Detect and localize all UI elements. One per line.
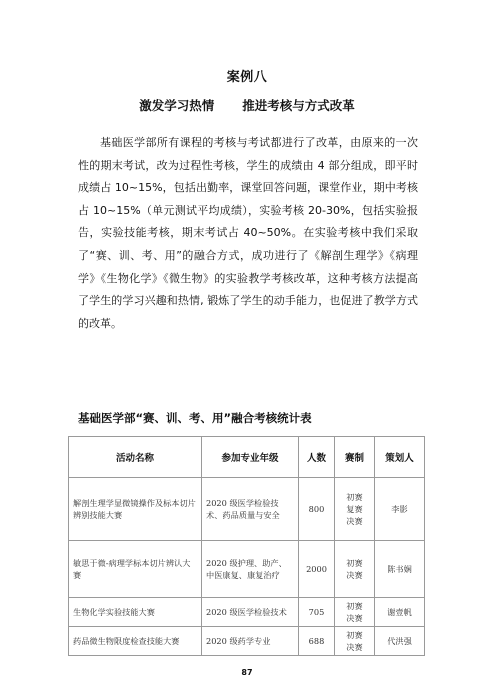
cell-count: 800	[299, 478, 335, 541]
cell-activity: 生物化学实验技能大赛	[69, 598, 202, 627]
schedule-stage: 决赛	[346, 613, 363, 623]
assessment-table	[68, 436, 425, 656]
schedule-stage: 决赛	[346, 642, 363, 652]
schedule-stage: 初赛	[346, 492, 363, 502]
header-schedule: 赛制	[335, 437, 375, 478]
cell-major: 2020 级药学专业	[202, 627, 299, 656]
table-row	[69, 478, 425, 541]
subtitle	[0, 96, 494, 114]
schedule-stage: 初赛	[346, 601, 363, 611]
schedule-stage: 复赛	[346, 504, 363, 514]
cell-schedule	[335, 627, 375, 656]
table-row	[69, 627, 425, 656]
case-title: 案例八	[226, 70, 268, 85]
header-count: 人数	[299, 437, 335, 478]
cell-major: 2020 级医学检验技术	[202, 598, 299, 627]
table-header-row	[69, 437, 425, 478]
schedule-stage: 初赛	[346, 558, 363, 568]
subtitle-part1: 激发学习热情	[139, 98, 215, 113]
cell-activity: 敏思于微-病理学标本切片辨认大赛	[69, 541, 202, 598]
cell-schedule	[335, 478, 375, 541]
table-row	[69, 598, 425, 627]
cell-activity: 药品微生物限度检查技能大赛	[69, 627, 202, 656]
cell-schedule	[335, 598, 375, 627]
header-planner: 策划人	[375, 437, 425, 478]
cell-count: 705	[299, 598, 335, 627]
cell-count: 2000	[299, 541, 335, 598]
header-major: 参加专业年级	[202, 437, 299, 478]
cell-count: 688	[299, 627, 335, 656]
cell-planner: 陈书娴	[375, 541, 425, 598]
cell-schedule	[335, 541, 375, 598]
cell-activity: 解剖生理学显微镜操作及标本切片辨别技能大赛	[69, 478, 202, 541]
cell-planner: 谢壹帆	[375, 598, 425, 627]
header-activity: 活动名称	[69, 437, 202, 478]
body-paragraph: 基础医学部所有课程的考核与考试都进行了改革，由原来的一次性的期末考试，改为过程性考核，学生的成绩由 4 部分组成，即平时成绩占 10~15%，包括出勤率，课堂回答问题，课堂作业，期中考核占 10~15%（单元测试平均成绩），实验考核 20-30%，包括实验报告，实验技能考核，期末考试占 40~50%。在实验考核中我们采取了“赛、训、考、用”的融合方式，成功进行了《解剖生理学》《病理学》《生物化学》《微生物》的实验教学考核改革，这种考核方法提高了学生的学习兴趣和热情, 锻炼了学生的动手能力，也促进了教学方式的改革。	[78, 136, 418, 330]
cell-major: 2020 级护理、助产、中医康复、康复治疗	[202, 541, 299, 598]
table-title: 基础医学部“赛、训、考、用”融合考核统计表	[78, 411, 312, 425]
schedule-stage: 决赛	[346, 516, 363, 526]
schedule-stage: 初赛	[346, 630, 363, 640]
subtitle-part2: 推进考核与方式改革	[242, 98, 355, 113]
cell-planner: 代洪强	[375, 627, 425, 656]
cell-planner: 李影	[375, 478, 425, 541]
table-row	[69, 541, 425, 598]
schedule-stage: 决赛	[346, 570, 363, 580]
page-number: 87	[241, 668, 253, 677]
cell-major: 2020 级医学检验技术、药品质量与安全	[202, 478, 299, 541]
